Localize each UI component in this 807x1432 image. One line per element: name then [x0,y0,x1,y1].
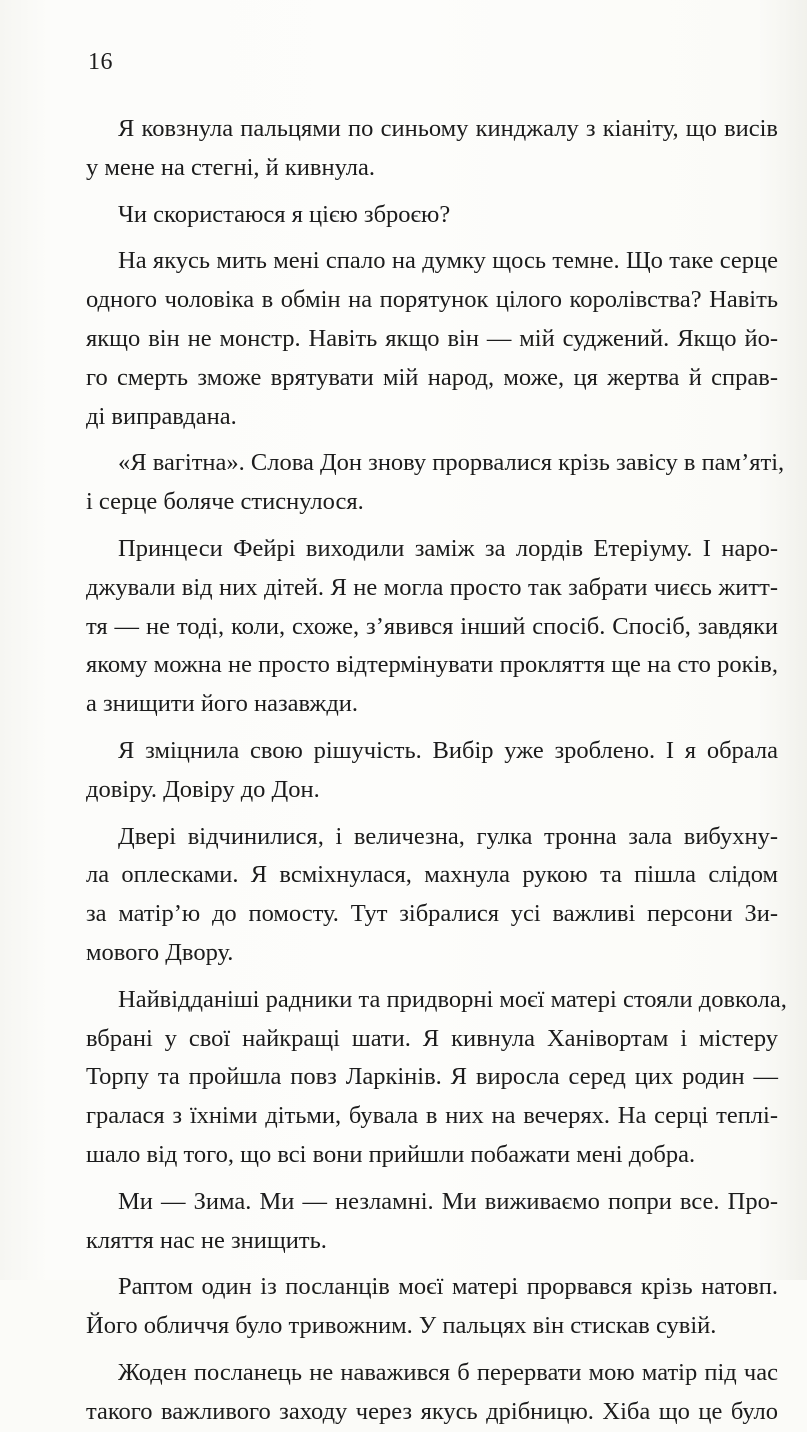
paragraph-gap [86,973,778,981]
paragraph [86,981,787,1175]
text-line: за матір’ю до помосту. Тут зібралися усі важливі персони Зи- [86,900,778,928]
text-line: довіру. Довіру до Дон. [86,775,320,803]
text-line: джували від них дітей. Я не могла просто так забрати чиєсь житт- [86,573,778,601]
text-line: Ми — Зима. Ми — незламні. Ми виживаємо попри все. Про- [118,1187,778,1215]
text-line: шало від того, що всі вони прийшли побажати мені добра. [86,1140,696,1168]
paragraph-gap [86,724,778,732]
text-line: якщо він не монстр. Навіть якщо він — мій суджений. Якщо йо- [86,324,778,352]
text-line: мового Двору. [86,938,234,966]
paragraph-gap [86,810,778,818]
text-line: Раптом один із посланців моєї матері прорвався крізь натовп. [118,1273,778,1301]
paragraph [86,1183,778,1261]
text-line: Принцеси Фейрі виходили заміж за лордів Етеріуму. І наро- [118,534,778,562]
text-line: ла оплесками. Я всміхнулася, махнула рукою та пішла слідом [86,861,778,889]
text-line: Я зміцнила свою рішучість. Вибір уже зроблено. І я обрала [118,736,778,764]
text-line: Торпу та пройшла повз Ларкінів. Я виросла серед цих родин — [86,1063,778,1091]
paragraph-gap [86,188,778,196]
paragraph-gap [86,436,778,444]
paragraph-gap [86,522,778,530]
page-number: 16 [88,49,113,75]
paragraph [86,732,778,810]
paragraph-gap [86,1346,778,1354]
text-line: Двері відчинилися, і величезна, гулка тронна зала вибухну- [118,822,778,850]
paragraph-gap [86,1260,778,1268]
text-line: ді виправдана. [86,402,237,430]
text-line: кляття нас не знищить. [86,1226,327,1254]
paragraph [86,818,778,973]
text-line: і серце боляче стиснулося. [86,488,364,516]
text-line: тя — не тоді, коли, схоже, з’явився інший спосіб. Спосіб, завдяки [86,612,778,640]
paragraph [86,196,778,235]
text-line: Його обличчя було тривожним. У пальцях він стискав сувій. [86,1312,717,1340]
text-line: Я ковзнула пальцями по синьому кинджалу з кіаніту, що висів [118,115,778,142]
paragraph [86,444,785,522]
text-line: Жоден посланець не наважився б перервати мою матір під час [118,1358,778,1386]
text-line: такого важливого заходу через якусь дрібницю. Хіба що це було [86,1397,778,1425]
text-line: у мене на стегні, й кивнула. [86,153,375,181]
text-line: На якусь мить мені спало на думку щось темне. Що таке серце [118,247,778,275]
text-line: го смерть зможе врятувати мій народ, може, ця жертва й справ- [86,363,778,391]
text-line: гралася з їхніми дітьми, бувала в них на вечерях. На серці теплі- [86,1102,778,1130]
text-line: а знищити його назавжди. [86,690,359,718]
text-line: одного чоловіка в обмін на порятунок цілого королівства? Навіть [86,286,778,314]
paragraph [86,242,778,436]
paragraph [86,110,778,188]
text-line: Чи скористаюся я цією зброєю? [118,200,451,228]
paragraph [86,1354,778,1432]
text-line: «Я вагітна». Слова Дон знову прорвалися крізь завісу в пам’яті, [118,449,785,477]
paragraph [86,530,778,724]
paragraph-gap [86,234,778,242]
text-line: вбрані у свої найкращі шати. Я кивнула Ханівортам і містеру [86,1024,778,1052]
paragraph-gap [86,1175,778,1183]
text-line: якому можна не просто відтермінувати прокляття ще на сто років, [86,651,778,679]
body-text [86,110,787,1432]
text-line: Найвідданіші радники та придворні моєї матері стояли довкола, [118,985,787,1013]
